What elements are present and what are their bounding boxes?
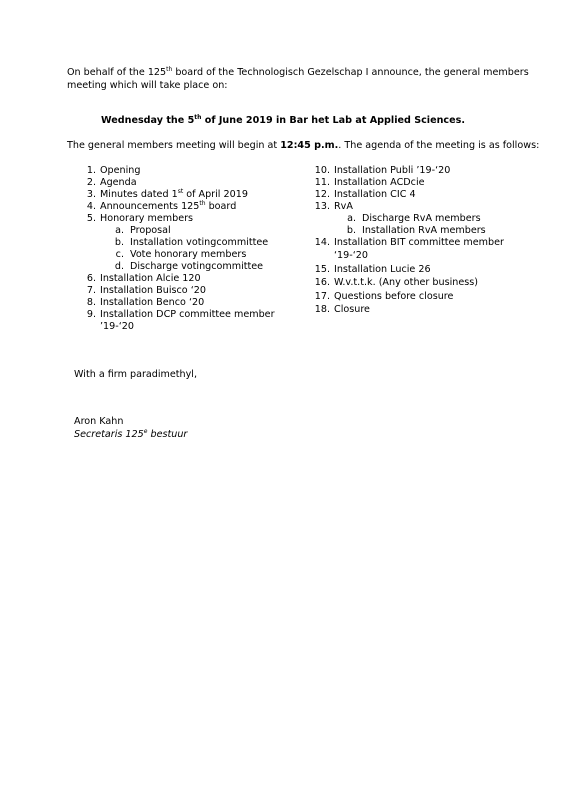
intro-text-pre: On behalf of the 125 xyxy=(67,67,167,78)
intro-line-2: meeting which will take place on: xyxy=(67,80,228,91)
intro-superscript: th xyxy=(166,66,173,73)
document-page: On behalf of the 125th board of the Technologisch Gezelschap I announce, the general members meeting which will take place on: Wednesday the 5th of June 2019 in Bar het Lab at Applied Sciences. The general members meeting will begin at 12:45 p.m.. The agenda of the meeting is as follows: 1. Opening 2. Agenda 3. Minutes dated 1st of April 2019 4. Announcements 125th board 5. Honorary members a. Proposal b. Installation votingcommittee c. Vote honorary members d. Discharge votingcommittee 6. Installation Alcie 120 7. Installation Buisco ‘20 8. Installation Benco ‘20 9. Installation DCP committee member ’19-‘20 10. Installation Publi ’19-‘20 11. Installation ACDcie 12. Installation CIC 4 13. RvA a. Discharge RvA members b. Installation RvA members 14. Installation BIT committee member ‘19-‘20 15. Installation Lucie 26 16. W.v.t.t.k. (Any other business) 17. Questions before closure 18. Closure With a firm paradimethyl, Aron Kahn Secretaris 125e bestuur xyxy=(0,0,566,800)
closing-greeting: With a firm paradimethyl, xyxy=(74,369,198,380)
intro-line-1 xyxy=(67,67,529,79)
headline-text-pre: Wednesday the 5 xyxy=(101,115,195,126)
headline-superscript: th xyxy=(194,114,202,121)
signatory-name: Aron Kahn xyxy=(74,416,124,427)
start-time-line xyxy=(67,140,539,152)
signatory-role: Secretaris 125e bestuur xyxy=(74,428,188,440)
meeting-headline xyxy=(0,115,566,127)
start-line-pre: The general members meeting will begin at xyxy=(67,140,281,151)
start-time: 12:45 p.m. xyxy=(280,140,339,151)
headline-text-post: of June 2019 in Bar het Lab at Applied Sciences. xyxy=(201,115,465,126)
start-line-post: . The agenda of the meeting is as follows: xyxy=(338,140,540,151)
intro-text-post: board of the Technologisch Gezelschap I announce, the general members xyxy=(172,67,529,78)
